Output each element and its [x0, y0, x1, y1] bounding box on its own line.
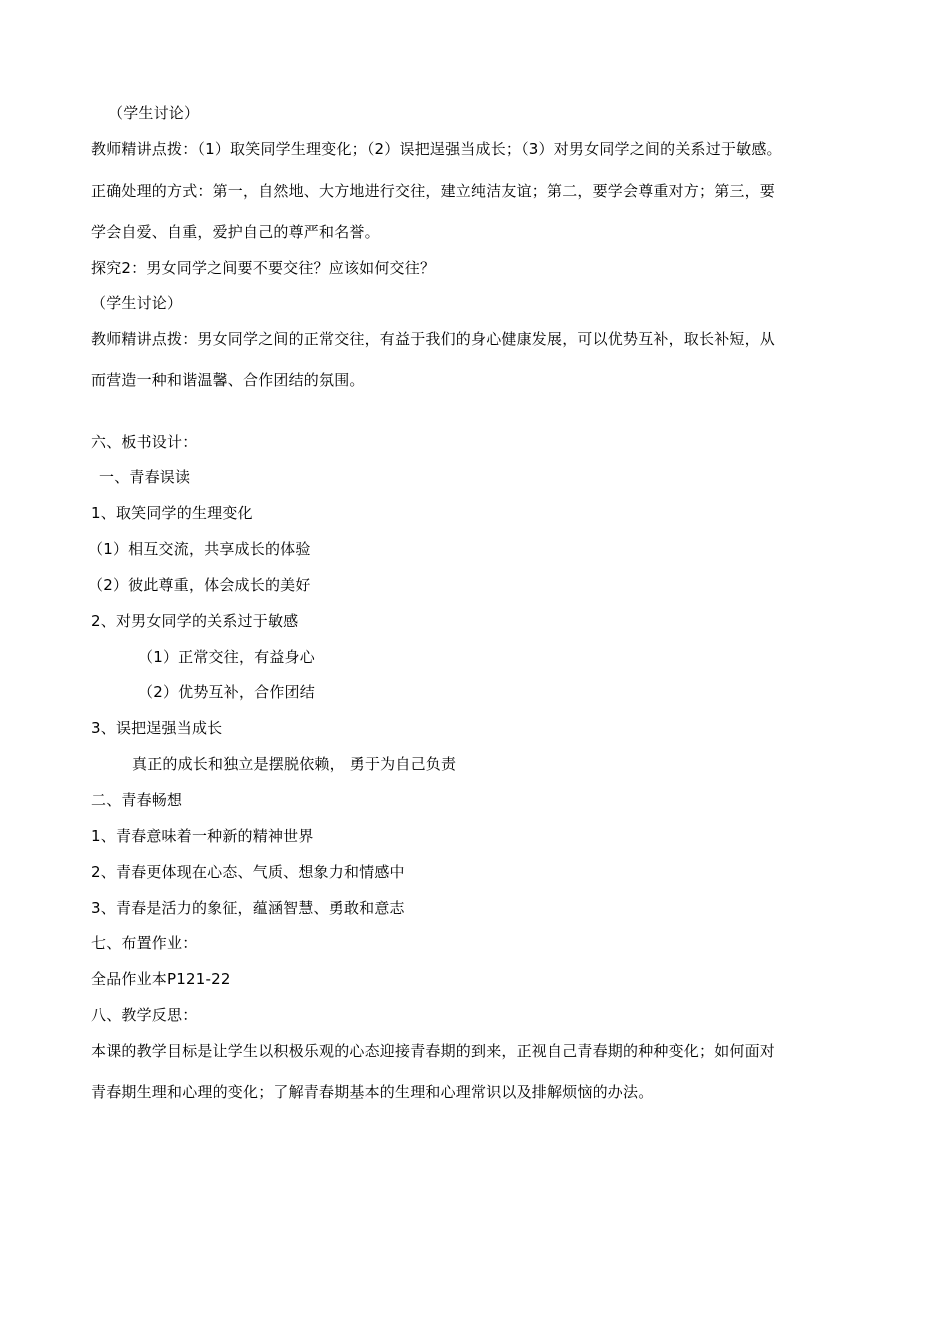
text-line-self-respect: 学会自爱、自重，爱护自己的尊严和名誉。: [91, 223, 380, 241]
sub-item-respect: （2）彼此尊重，体会成长的美好: [88, 576, 311, 594]
text-line-inquiry-2: 探究2：男女同学之间要不要交往？应该如何交往？: [91, 259, 436, 277]
text-line-true-growth: 真正的成长和独立是摆脱依赖， 勇于为自己负责: [132, 755, 457, 773]
text-line-teacher-guidance-2: 教师精讲点拨：男女同学之间的正常交往，有益于我们的身心健康发展，可以优势互补，取长补短，从: [91, 330, 776, 348]
text-line-reflection-2: 青春期生理和心理的变化；了解青春期基本的生理和心理常识以及排解烦恼的办法。: [91, 1083, 654, 1101]
text-line-harmonious-atmosphere: 而营造一种和谐温馨、合作团结的氛围。: [91, 371, 365, 389]
sub-item-complementary: （2）优势互补，合作团结: [138, 683, 315, 701]
text-line-student-discussion-2: （学生讨论）: [91, 294, 183, 312]
text-line-student-discussion-1: （学生讨论）: [108, 104, 200, 122]
list-item-vitality: 3、青春是活力的象征，蕴涵智慧、勇敢和意志: [91, 899, 405, 917]
section-heading-reflection: 八、教学反思：: [91, 1006, 198, 1024]
section-heading-board-design: 六、板书设计：: [91, 433, 198, 451]
list-item-spirit-world: 1、青春意味着一种新的精神世界: [91, 827, 314, 845]
list-item-1-laughing: 1、取笑同学的生理变化: [91, 504, 253, 522]
sub-item-communicate: （1）相互交流，共享成长的体验: [88, 540, 311, 558]
text-line-reflection-1: 本课的教学目标是让学生以积极乐观的心态迎接青春期的到来，正视自己青春期的种种变化；如何面对: [91, 1042, 776, 1060]
section-heading-homework: 七、布置作业：: [91, 934, 198, 952]
text-line-homework-book: 全品作业本P121-22: [91, 970, 231, 988]
sub-item-normal-interaction: （1）正常交往，有益身心: [138, 648, 315, 666]
text-line-correct-handling: 正确处理的方式：第一，自然地、大方地进行交往，建立纯洁友谊；第二，要学会尊重对方；第三，要: [91, 182, 776, 200]
list-item-mentality: 2、青春更体现在心态、气质、想象力和情感中: [91, 863, 405, 881]
list-item-2-sensitive: 2、对男女同学的关系过于敏感: [91, 612, 299, 630]
heading-youth-misreading: 一、青春误读: [99, 468, 191, 486]
list-item-3-bravado: 3、误把逞强当成长: [91, 719, 223, 737]
text-line-teacher-guidance-1: 教师精讲点拨：（1）取笑同学生理变化；（2）误把逞强当成长；（3）对男女同学之间的关系过于敏感。: [91, 140, 782, 158]
heading-youth-imagination: 二、青春畅想: [91, 791, 183, 809]
